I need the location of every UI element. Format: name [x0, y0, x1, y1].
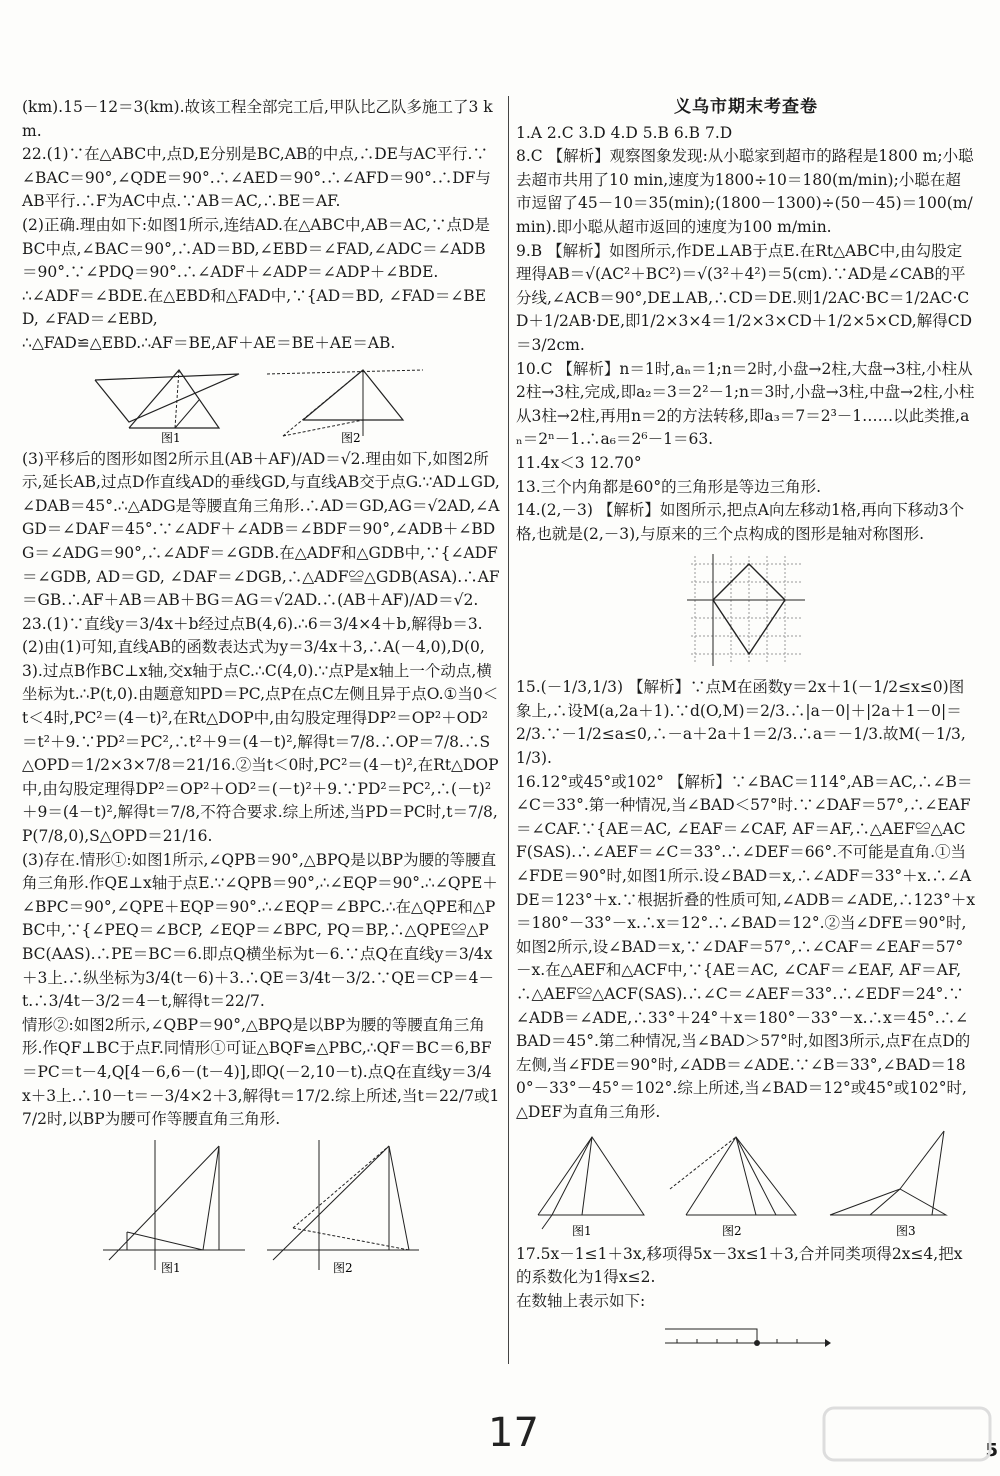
figure-caption: 图2 [722, 1223, 742, 1238]
paragraph: 1.A 2.C 3.D 4.D 5.B 6.B 7.D [516, 123, 733, 142]
triangle-figure-1 [532, 1129, 652, 1239]
page-number: 17 [488, 1410, 539, 1456]
coordinate-figure-2 [263, 1136, 423, 1276]
section-title: 义乌市期末考查卷 [674, 97, 818, 117]
figure-caption: 图1 [161, 1260, 181, 1275]
paragraph: 14.(2,－3) 【解析】如图所示,把点A向左移动1格,再向下移动3个格,也就是(2,－3),与原来的三个点构成的图形是轴对称图形. [516, 501, 965, 543]
paragraph: 11.4x＜3 12.70° [516, 453, 642, 472]
paragraph: (2)由(1)可知,直线AB的函数表达式为y＝3/4x＋3,∴A(－4,0),D(0,3).过点B作BC⊥x轴,交x轴于点C.∴C(4,0).∵点P是x轴上一个动点,横坐标为t.∴P(t,0).由题意知PD＝PC,点P在点C左侧且异于点O.①当0＜t＜4时,PC²＝(4－t)²,在Rt△DOP中,由勾股定理得DP²＝OP²＋OD²＝t²＋9.∵PD²＝PC²,∴t²＋9＝(4－t)²,解得t＝7/8.∴OP＝7/8.∴S△OPD＝1/2×3×7/8＝21/16.②当t＜0时,PC²＝(4－t)²,在Rt△DOP中,由勾股定理得DP²＝OP²＋OD²＝(－t)²＋9.∵PD²＝PC²,∴(－t)²＋9＝(4－t)²,解得t＝7/8,不符合要求.综上所述,当PD＝PC时,t＝7/8,P(7/8,0),S△OPD＝21/16. [22, 638, 499, 846]
triangle-figure-3 [820, 1129, 960, 1239]
figure-row-16 [516, 1129, 976, 1239]
paragraph: 23.(1)∵直线y＝3/4x＋b经过点B(4,6).∴6＝3/4×4＋b,解得b＝3. [22, 614, 483, 633]
number-line [661, 1319, 831, 1359]
paragraph: ∴△FAD≌△EBD.∴AF＝BE,AF＋AE＝BE＋AE＝AB. [22, 333, 396, 352]
figure-caption: 图3 [896, 1223, 916, 1238]
corner-mark: 5 [985, 1440, 998, 1461]
watermark-logo [822, 1402, 992, 1466]
paragraph: (3)平移后的图形如图2所示且(AB＋AF)/AD＝√2.理由如下,如图2所示,延长AB,过点D作直线AD的垂线GD,与直线AB交于点G.∵AD⊥GD,∠DAB＝45°.∴△ADG是等腰直角三角形.∴AD＝GD,AG＝√2AD,∠AGD＝∠DAF＝45°.∵∠ADF＋∠ADB＝∠BDF＝90°,∠ADB＋∠BDG＝∠ADG＝90°,∴∠ADF＝∠GDB.在△ADF和△GDB中,∵{∠ADF＝∠GDB, AD＝GD, ∠DAF＝∠DGB,∴△ADF≌△GDB(ASA).∴AF＝GB.∴AF＋AB＝AB＋BG＝AG＝√2AD.∴(AB＋AF)/AD＝√2. [22, 449, 500, 610]
paragraph: 15.(－1/3,1/3) 【解析】∵点M在函数y＝2x＋1(－1/2≤x≤0)图象上,∴设M(a,2a＋1).∵d(O,M)＝2/3.∴|a－0|＋|2a＋1－0|＝2/3.∵－1/2≤a≤0,∴－a＋2a＋1＝2/3.∴a＝－1/3.故M(－1/3,1/3). [516, 678, 966, 768]
paragraph: ∴∠ADF＝∠BDE.在△EBD和△FAD中,∵{AD＝BD, ∠FAD＝∠BED, ∠FAD＝∠EBD, [22, 286, 487, 329]
paragraph: 8.C 【解析】观察图象发现:从小聪家到超市的路程是1800 m;小聪去超市共用了10 min,速度为1800÷10＝180(m/min);小聪在超市逗留了45－10＝35(min);(1800－1300)÷(50－45)＝100(m/min).即小聪从超市返回的速度为100 m/min. [516, 147, 974, 236]
paragraph: (km).15－12＝3(km).故该工程全部完工后,甲队比乙队多施工了3 km. [22, 98, 493, 140]
figure-caption: 图1 [161, 430, 181, 444]
paragraph: 13.三个内角都是60°的三角形是等边三角形. [516, 477, 822, 496]
paragraph: 10.C 【解析】n＝1时,aₙ＝1;n＝2时,小盘→2柱,大盘→3柱,小柱从2柱→3柱,完成,即a₂＝3＝2²－1;n＝3时,小盘→3柱,中盘→2柱,小柱从3柱→2柱,再用n＝2的方法转移,即a₃＝7＝2³－1……以此类推,aₙ＝2ⁿ－1.∴a₆＝2⁶－1＝63. [516, 359, 975, 449]
geometry-figure-2 [263, 360, 433, 444]
paragraph: (2)正确.理由如下:如图1所示,连结AD.在△ABC中,AB＝AC,∵点D是BC中点,∠BAC＝90°,∴AD＝BD,∠EBD＝∠FAD,∠ADC＝∠ADB＝90°.∵∠PDQ＝90°.∴∠ADF＋∠ADP＝∠ADP＋∠BDE. [22, 215, 490, 282]
paragraph: 16.12°或45°或102° 【解析】∵∠BAC＝114°,AB＝AC,∴∠B＝∠C＝33°.第一种情况,当∠BAD＜57°时.∵∠DAF＝57°,∴∠EAF＝∠CAF.∵{AE＝AC, ∠EAF＝∠CAF, AF＝AF,∴△AEF≌△ACF(SAS).∴∠AEF＝∠C＝33°.∴∠DEF＝66°.不可能是直角.①当∠FDE＝90°时,如图1所示.设∠BAD＝x,∴∠ADF＝33°＋x.∴∠ADE＝123°＋x.∵根据折叠的性质可知,∠ADB＝∠ADE,∴123°＋x＝180°－33°－x.∴x＝12°.∴∠BAD＝12°.②当∠DFE＝90°时,如图2所示,设∠BAD＝x,∵∠DAF＝57°,∴∠CAF＝∠EAF＝57°－x.在△AEF和△ACF中,∵{AE＝AC, ∠CAF＝∠EAF, AF＝AF,∴△AEF≌△ACF(SAS).∴∠C＝∠AEF＝33°.∴∠EDF＝24°.∵∠ADB＝∠ADE,∴33°＋24°＋x＝180°－33°－x.∴x＝45°.∴∠BAD＝45°.第二种情况,当∠BAD＞57°时,如图3所示,点F在点D的左侧,当∠FDE＝90°时,∠ADB＝∠ADE.∵∠B＝33°,∠BAD＝180°－33°－45°＝102°.综上所述,当∠BAD＝12°或45°或102°时,△DEF为直角三角形. [516, 772, 976, 1121]
figure-caption: 图1 [572, 1223, 592, 1238]
geometry-figure-1 [89, 360, 249, 444]
paragraph: (3)存在.情形①:如图1所示,∠QPB＝90°,△BPQ是以BP为腰的等腰直角三角形.作QE⊥x轴于点E.∵∠QPB＝90°,∴∠EQP＝90°.∴∠QPE＋∠BPC＝90°,∠QPE＋EQP＝90°.∴∠EQP＝∠BPC.∴在△QPE和△PBC中,∵{∠PEQ＝∠BCP, ∠EQP＝∠BPC, PQ＝BP,∴△QPE≌△PBC(AAS).∴PE＝BC＝6.即点Q横坐标为t－6.∵点Q在直线y＝3/4x＋3上.∴纵坐标为3/4(t－6)＋3.∴QE＝3/4t－3/2.∵QE＝CP＝4－t.∴3/4t－3/2＝4－t,解得t＝22/7. [22, 850, 498, 1011]
triangle-figure-2 [666, 1129, 806, 1239]
paragraph: 17.5x－1≤1＋3x,移项得5x－3x≤1＋3,合并同类项得2x≤4,把x的系数化为1得x≤2. [516, 1244, 963, 1287]
paragraph: 在数轴上表示如下: [516, 1291, 646, 1310]
figure-caption: 图2 [333, 1260, 353, 1275]
left-column [22, 96, 500, 1280]
paragraph: 情形②:如图2所示,∠QBP＝90°,△BPQ是以BP为腰的等腰直角三角形.作QF⊥BC于点F.同情形①可证△BQF≌△PBC,∴QF＝BC＝6,BF＝PC＝t－4,Q[4－6,6－(t－4)],即Q(－2,10－t).点Q在直线y＝3/4x＋3上.∴10－t＝－3/4×2＋3,解得t＝17/2.综上所述,当t＝22/7或17/2时,以BP为腰可作等腰直角三角形. [22, 1015, 500, 1129]
right-column [516, 96, 976, 1365]
column-divider [508, 96, 509, 1364]
figure-caption: 图2 [341, 430, 361, 444]
grid-figure [681, 552, 811, 670]
figure-row-22 [22, 360, 500, 444]
figure-row-23 [22, 1136, 500, 1276]
coordinate-figure-1 [99, 1136, 249, 1276]
paragraph: 22.(1)∵在△ABC中,点D,E分别是BC,AB的中点,∴DE与AC平行.∵∠BAC＝90°,∠QDE＝90°.∴∠AED＝90°.∴∠AFD＝90°.∴DF与AB平行.∴F为AC中点.∵AB＝AC,∴BE＝AF. [22, 145, 491, 211]
paragraph: 9.B 【解析】如图所示,作DE⊥AB于点E.在Rt△ABC中,由勾股定理得AB＝√(AC²＋BC²)＝√(3²＋4²)＝5(cm).∵AD是∠CAB的平分线,∠ACB＝90°,DE⊥AB,∴CD＝DE.则1/2AC·BC＝1/2AC·CD＋1/2AB·DE,即1/2×3×4＝1/2×3×CD＋1/2×5×CD,解得CD＝3/2cm. [516, 241, 972, 354]
